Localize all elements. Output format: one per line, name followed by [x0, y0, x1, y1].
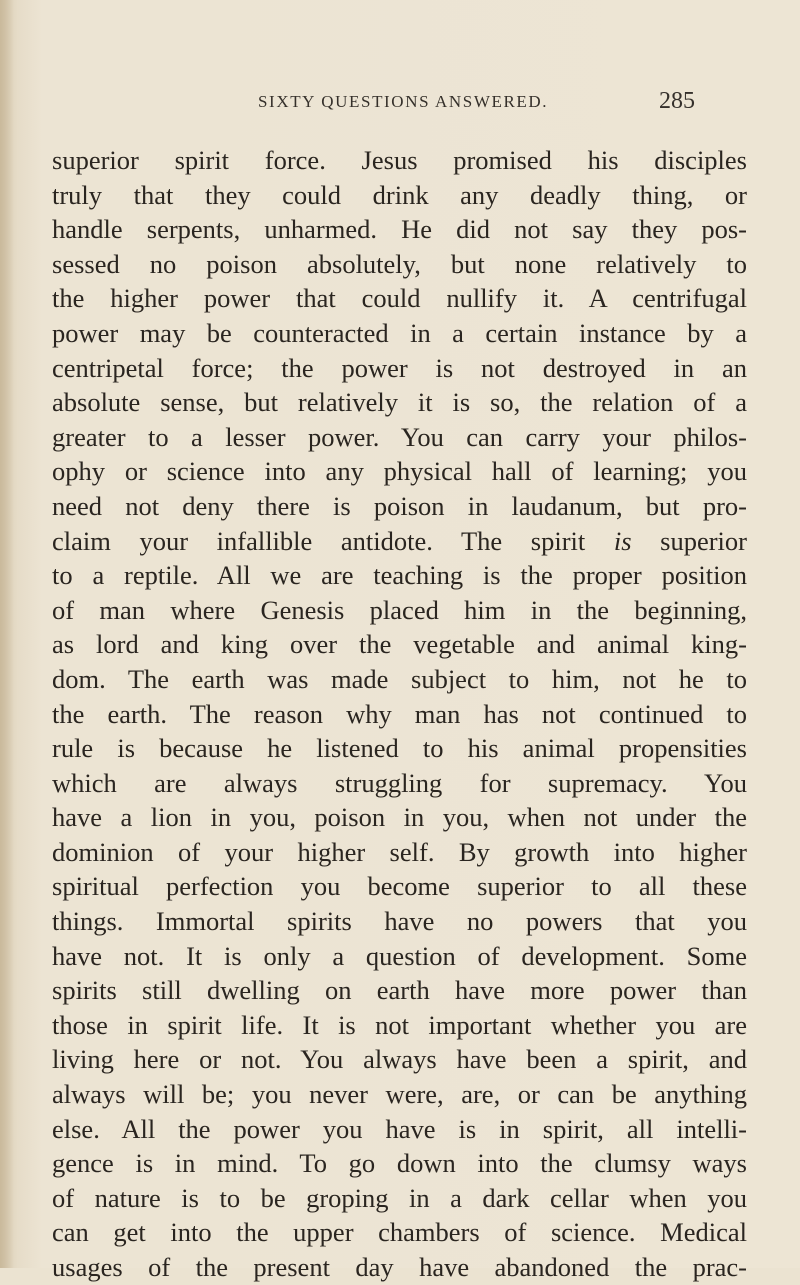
running-head [0, 88, 800, 122]
text-line: those in spirit life. It is not important whether you are [52, 1009, 747, 1040]
text-line: centripetal force; the power is not destroyed in an [52, 352, 747, 383]
text-line: have a lion in you, poison in you, when not under the [52, 802, 747, 833]
text-line: handle serpents, unharmed. He did not say they pos- [52, 214, 747, 245]
text-line: power may be counteracted in a certain instance by a [52, 317, 747, 348]
text-line: greater to a lesser power. You can carry your philos- [52, 421, 747, 452]
text-segment: superior [631, 525, 747, 556]
text-line: have not. It is only a question of development. Some [52, 940, 747, 971]
text-line: spirits still dwelling on earth have more power than [52, 975, 747, 1006]
text-line: superior spirit force. Jesus promised his disciples [52, 145, 747, 175]
running-title: SIXTY QUESTIONS ANSWERED. [258, 92, 549, 111]
text-line: of nature is to be groping in a dark cellar when you [52, 1182, 747, 1213]
text-line: which are always struggling for supremacy. You [52, 767, 747, 798]
text-line: to a reptile. All we are teaching is the proper position [52, 560, 747, 591]
text-line: truly that they could drink any deadly thing, or [52, 179, 747, 210]
text-line: dom. The earth was made subject to him, not he to [52, 663, 747, 694]
text-line: the higher power that could nullify it. A centrifugal [52, 283, 747, 314]
body-text [52, 143, 747, 1285]
text-line: spiritual perfection you become superior to all these [52, 871, 747, 902]
binding-gutter-shadow [0, 0, 14, 1268]
text-line: of man where Genesis placed him in the beginning, [52, 594, 747, 625]
text-line-with-italic [52, 524, 747, 559]
text-line: things. Immortal spirits have no powers that you [52, 906, 747, 937]
text-line: sessed no poison absolutely, but none relatively to [52, 248, 747, 279]
text-line: ophy or science into any physical hall of learning; you [52, 456, 747, 487]
text-line: always will be; you never were, are, or can be anything [52, 1079, 747, 1110]
text-line: usages of the present day have abandoned the prac- [52, 1252, 747, 1282]
text-line: gence is in mind. To go down into the clumsy ways [52, 1148, 747, 1179]
text-segment: claim your infallible antidote. The spirit [52, 525, 614, 556]
text-line: else. All the power you have is in spirit, all intelli- [52, 1113, 747, 1144]
text-line: dominion of your higher self. By growth into higher [52, 836, 747, 867]
text-line: the earth. The reason why man has not continued to [52, 698, 747, 729]
text-line: rule is because he listened to his animal propensities [52, 733, 747, 764]
text-line: as lord and king over the vegetable and animal king- [52, 629, 747, 660]
text-line: need not deny there is poison in laudanum, but pro- [52, 490, 747, 521]
text-line: can get into the upper chambers of science. Medical [52, 1217, 747, 1248]
text-line: living here or not. You always have been a spirit, and [52, 1044, 747, 1075]
italic-emphasis: is [613, 525, 632, 556]
page-number: 285 [659, 88, 695, 114]
text-line: absolute sense, but relatively it is so, the relation of a [52, 387, 747, 418]
